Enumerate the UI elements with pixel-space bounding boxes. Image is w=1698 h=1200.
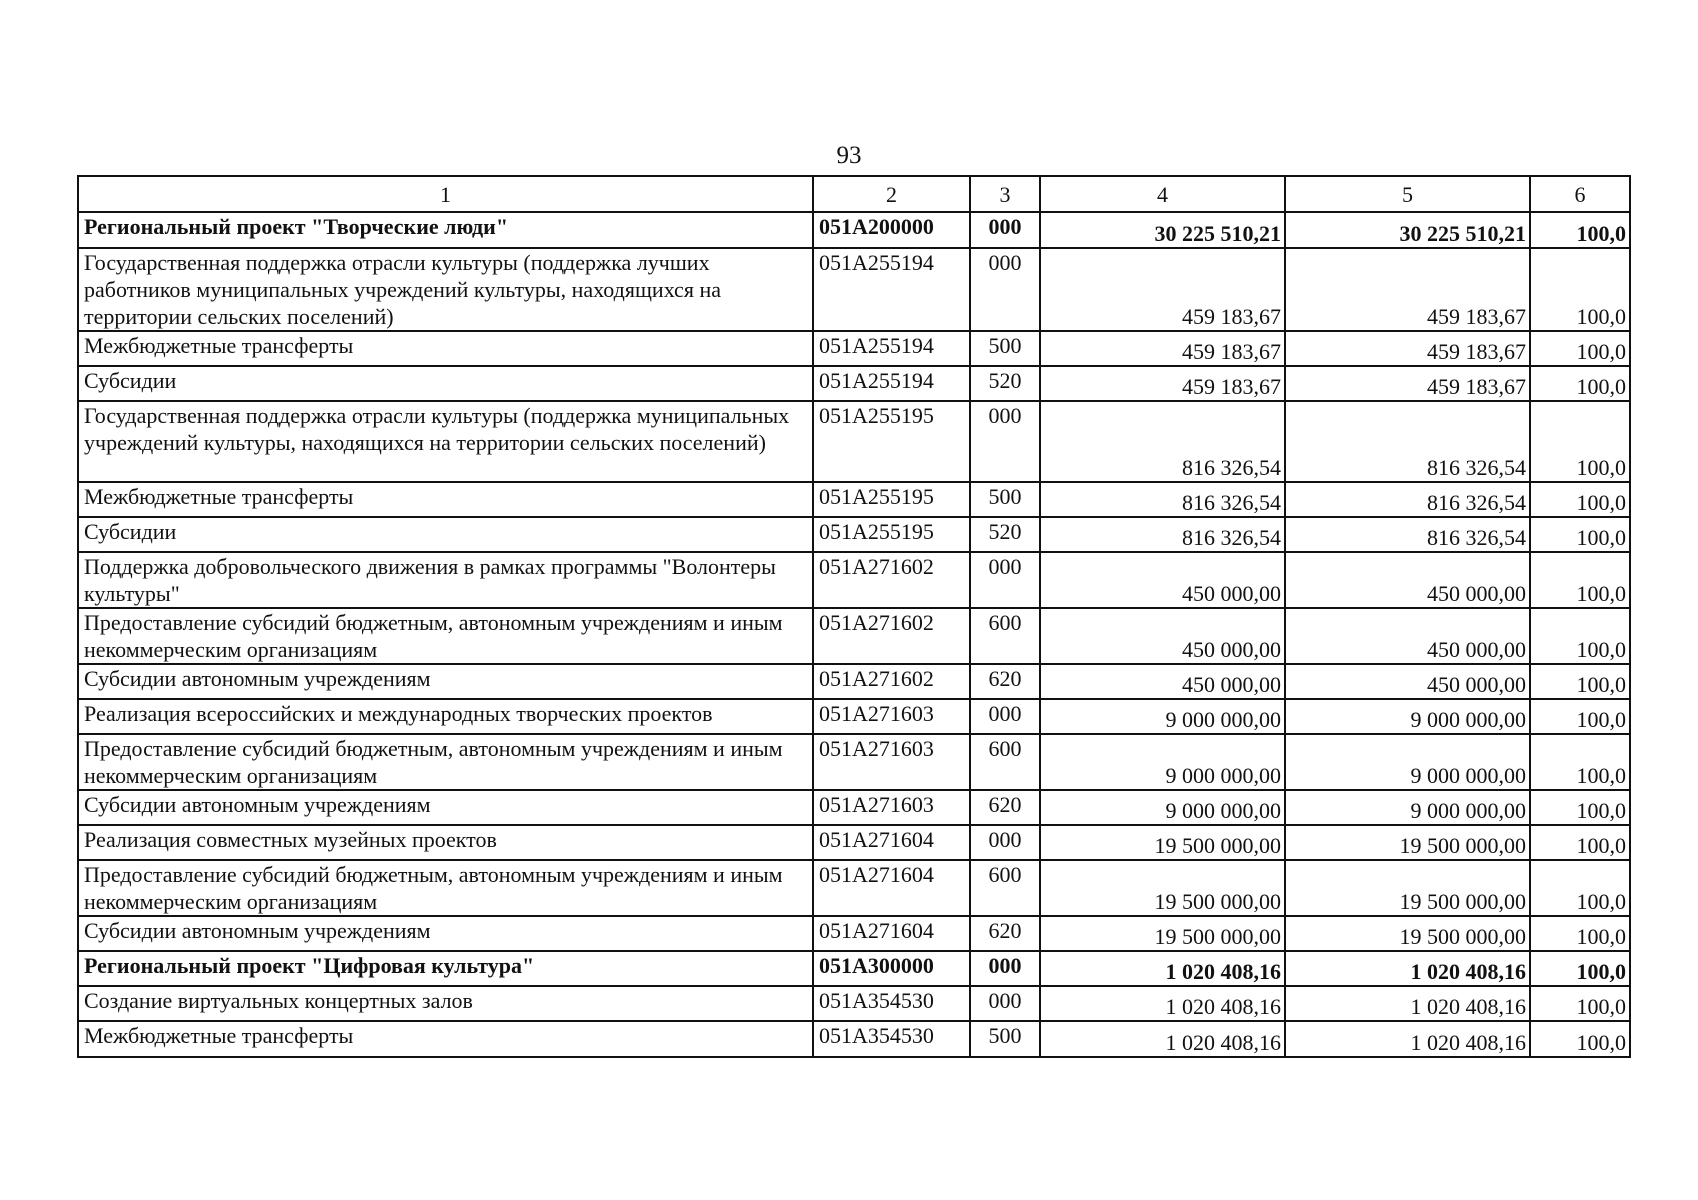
cell-actual-amount: 1 020 408,16 xyxy=(1285,1021,1530,1057)
cell-percent: 100,0 xyxy=(1530,366,1630,401)
cell-actual-amount: 450 000,00 xyxy=(1285,552,1530,608)
cell-planned-amount: 9 000 000,00 xyxy=(1040,734,1285,790)
cell-code: 051A271603 xyxy=(813,734,970,790)
cell-code: 051A271604 xyxy=(813,916,970,951)
column-header-3: 3 xyxy=(970,176,1040,212)
cell-code: 051A255194 xyxy=(813,331,970,366)
table-row xyxy=(78,366,1630,401)
cell-planned-amount: 30 225 510,21 xyxy=(1040,212,1285,248)
cell-percent: 100,0 xyxy=(1530,734,1630,790)
cell-planned-amount: 459 183,67 xyxy=(1040,248,1285,331)
cell-expense-type: 520 xyxy=(970,366,1040,401)
cell-percent: 100,0 xyxy=(1530,916,1630,951)
table-row xyxy=(78,860,1630,916)
cell-code: 051A354530 xyxy=(813,1021,970,1057)
cell-actual-amount: 459 183,67 xyxy=(1285,248,1530,331)
cell-planned-amount: 9 000 000,00 xyxy=(1040,699,1285,734)
cell-name: Межбюджетные трансферты xyxy=(78,482,813,517)
cell-actual-amount: 30 225 510,21 xyxy=(1285,212,1530,248)
cell-name: Субсидии xyxy=(78,366,813,401)
cell-name: Предоставление субсидий бюджетным, автономным учреждениям и иным некоммерческим организациям xyxy=(78,734,813,790)
table-row xyxy=(78,331,1630,366)
table-row xyxy=(78,790,1630,825)
cell-percent: 100,0 xyxy=(1530,664,1630,699)
cell-name: Межбюджетные трансферты xyxy=(78,331,813,366)
cell-code: 051A271602 xyxy=(813,664,970,699)
cell-expense-type: 000 xyxy=(970,986,1040,1021)
cell-actual-amount: 816 326,54 xyxy=(1285,517,1530,552)
cell-name: Региональный проект "Цифровая культура" xyxy=(78,951,813,986)
cell-actual-amount: 9 000 000,00 xyxy=(1285,734,1530,790)
table-row xyxy=(78,664,1630,699)
page-number: 93 xyxy=(836,142,862,169)
cell-code: 051A271603 xyxy=(813,790,970,825)
cell-percent: 100,0 xyxy=(1530,212,1630,248)
column-header-5: 5 xyxy=(1285,176,1530,212)
cell-percent: 100,0 xyxy=(1530,1021,1630,1057)
cell-actual-amount: 450 000,00 xyxy=(1285,664,1530,699)
cell-name: Предоставление субсидий бюджетным, автономным учреждениям и иным некоммерческим организациям xyxy=(78,860,813,916)
cell-name: Создание виртуальных концертных залов xyxy=(78,986,813,1021)
column-header-4: 4 xyxy=(1040,176,1285,212)
cell-actual-amount: 450 000,00 xyxy=(1285,608,1530,664)
cell-code: 051A300000 xyxy=(813,951,970,986)
table-row xyxy=(78,734,1630,790)
cell-code: 051A200000 xyxy=(813,212,970,248)
cell-percent: 100,0 xyxy=(1530,699,1630,734)
cell-planned-amount: 816 326,54 xyxy=(1040,482,1285,517)
cell-percent: 100,0 xyxy=(1530,790,1630,825)
cell-expense-type: 600 xyxy=(970,860,1040,916)
cell-planned-amount: 19 500 000,00 xyxy=(1040,916,1285,951)
cell-expense-type: 000 xyxy=(970,699,1040,734)
table-row xyxy=(78,951,1630,986)
cell-percent: 100,0 xyxy=(1530,608,1630,664)
cell-planned-amount: 459 183,67 xyxy=(1040,331,1285,366)
cell-code: 051A271603 xyxy=(813,699,970,734)
table-row xyxy=(78,825,1630,860)
table-row xyxy=(78,212,1630,248)
table-row xyxy=(78,1021,1630,1057)
cell-planned-amount: 450 000,00 xyxy=(1040,552,1285,608)
cell-actual-amount: 1 020 408,16 xyxy=(1285,951,1530,986)
cell-expense-type: 000 xyxy=(970,552,1040,608)
cell-name: Государственная поддержка отрасли культуры (поддержка муниципальных учреждений культуры, находящихся на территории сельских поселений) xyxy=(78,401,813,482)
cell-code: 051A354530 xyxy=(813,986,970,1021)
column-header-1: 1 xyxy=(78,176,813,212)
cell-expense-type: 000 xyxy=(970,212,1040,248)
cell-percent: 100,0 xyxy=(1530,331,1630,366)
table-row xyxy=(78,608,1630,664)
table-body xyxy=(78,176,1630,1057)
cell-code: 051A271602 xyxy=(813,552,970,608)
cell-expense-type: 500 xyxy=(970,1021,1040,1057)
cell-percent: 100,0 xyxy=(1530,248,1630,331)
cell-name: Государственная поддержка отрасли культуры (поддержка лучших работников муниципальных учреждений культуры, находящихся на территории сельских поселений) xyxy=(78,248,813,331)
cell-actual-amount: 19 500 000,00 xyxy=(1285,916,1530,951)
cell-planned-amount: 19 500 000,00 xyxy=(1040,860,1285,916)
cell-expense-type: 600 xyxy=(970,734,1040,790)
cell-percent: 100,0 xyxy=(1530,552,1630,608)
cell-percent: 100,0 xyxy=(1530,860,1630,916)
column-header-6: 6 xyxy=(1530,176,1630,212)
table-row xyxy=(78,552,1630,608)
cell-name: Субсидии автономным учреждениям xyxy=(78,790,813,825)
cell-planned-amount: 9 000 000,00 xyxy=(1040,790,1285,825)
cell-code: 051A271604 xyxy=(813,825,970,860)
cell-percent: 100,0 xyxy=(1530,986,1630,1021)
table-row xyxy=(78,248,1630,331)
budget-table xyxy=(77,175,1631,1058)
column-number-row xyxy=(78,176,1630,212)
cell-expense-type: 000 xyxy=(970,825,1040,860)
cell-expense-type: 520 xyxy=(970,517,1040,552)
cell-expense-type: 000 xyxy=(970,401,1040,482)
cell-percent: 100,0 xyxy=(1530,482,1630,517)
cell-actual-amount: 1 020 408,16 xyxy=(1285,986,1530,1021)
table-row xyxy=(78,517,1630,552)
cell-name: Субсидии автономным учреждениям xyxy=(78,916,813,951)
cell-name: Региональный проект "Творческие люди" xyxy=(78,212,813,248)
cell-planned-amount: 19 500 000,00 xyxy=(1040,825,1285,860)
cell-expense-type: 500 xyxy=(970,482,1040,517)
cell-name: Субсидии xyxy=(78,517,813,552)
cell-code: 051A255194 xyxy=(813,366,970,401)
cell-expense-type: 000 xyxy=(970,951,1040,986)
cell-actual-amount: 459 183,67 xyxy=(1285,331,1530,366)
cell-planned-amount: 816 326,54 xyxy=(1040,517,1285,552)
cell-planned-amount: 450 000,00 xyxy=(1040,608,1285,664)
cell-planned-amount: 1 020 408,16 xyxy=(1040,1021,1285,1057)
cell-expense-type: 600 xyxy=(970,608,1040,664)
cell-percent: 100,0 xyxy=(1530,517,1630,552)
column-header-2: 2 xyxy=(813,176,970,212)
cell-actual-amount: 816 326,54 xyxy=(1285,401,1530,482)
table-row xyxy=(78,401,1630,482)
cell-expense-type: 500 xyxy=(970,331,1040,366)
cell-percent: 100,0 xyxy=(1530,825,1630,860)
cell-expense-type: 620 xyxy=(970,916,1040,951)
cell-code: 051A271602 xyxy=(813,608,970,664)
cell-name: Межбюджетные трансферты xyxy=(78,1021,813,1057)
cell-expense-type: 620 xyxy=(970,664,1040,699)
table-row xyxy=(78,482,1630,517)
cell-name: Реализация всероссийских и международных творческих проектов xyxy=(78,699,813,734)
cell-planned-amount: 450 000,00 xyxy=(1040,664,1285,699)
cell-code: 051A255194 xyxy=(813,248,970,331)
cell-name: Субсидии автономным учреждениям xyxy=(78,664,813,699)
cell-name: Предоставление субсидий бюджетным, автономным учреждениям и иным некоммерческим организациям xyxy=(78,608,813,664)
cell-percent: 100,0 xyxy=(1530,401,1630,482)
cell-planned-amount: 1 020 408,16 xyxy=(1040,951,1285,986)
cell-actual-amount: 9 000 000,00 xyxy=(1285,790,1530,825)
cell-planned-amount: 816 326,54 xyxy=(1040,401,1285,482)
cell-code: 051A255195 xyxy=(813,401,970,482)
cell-planned-amount: 459 183,67 xyxy=(1040,366,1285,401)
table-row xyxy=(78,986,1630,1021)
cell-actual-amount: 816 326,54 xyxy=(1285,482,1530,517)
cell-planned-amount: 1 020 408,16 xyxy=(1040,986,1285,1021)
cell-actual-amount: 19 500 000,00 xyxy=(1285,860,1530,916)
cell-code: 051A271604 xyxy=(813,860,970,916)
table-row xyxy=(78,916,1630,951)
cell-actual-amount: 9 000 000,00 xyxy=(1285,699,1530,734)
cell-expense-type: 620 xyxy=(970,790,1040,825)
cell-code: 051A255195 xyxy=(813,517,970,552)
cell-name: Поддержка добровольческого движения в рамках программы "Волонтеры культуры" xyxy=(78,552,813,608)
table-row xyxy=(78,699,1630,734)
cell-actual-amount: 459 183,67 xyxy=(1285,366,1530,401)
cell-name: Реализация совместных музейных проектов xyxy=(78,825,813,860)
cell-percent: 100,0 xyxy=(1530,951,1630,986)
cell-code: 051A255195 xyxy=(813,482,970,517)
cell-expense-type: 000 xyxy=(970,248,1040,331)
cell-actual-amount: 19 500 000,00 xyxy=(1285,825,1530,860)
